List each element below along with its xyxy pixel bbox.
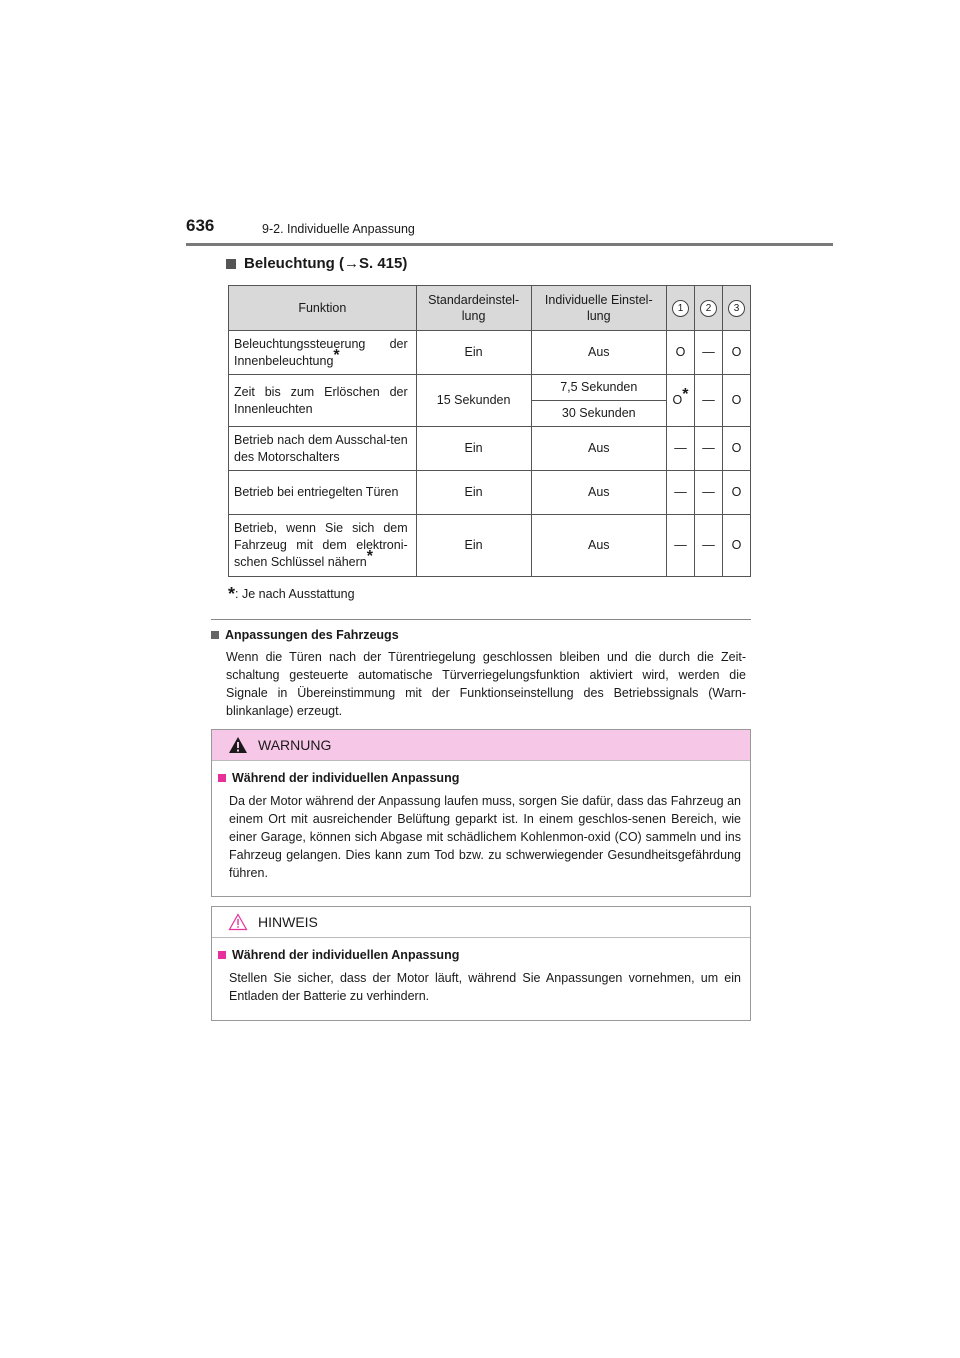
header-col-1	[667, 286, 695, 331]
page-number: 636	[186, 216, 215, 235]
notice-header	[212, 907, 750, 938]
cell-col-2: —	[695, 515, 723, 577]
notice-text: Stellen Sie sicher, dass der Motor läuft, während Sie Anpassungen vornehmen, um ein Entladen der Batterie zu verhindern.	[229, 971, 741, 1003]
cell-custom: Aus	[531, 331, 666, 375]
notice-box	[211, 906, 751, 1021]
warning-triangle-icon	[228, 736, 248, 754]
cell-custom: Aus	[531, 515, 666, 577]
cell-custom: Aus	[531, 427, 666, 471]
divider	[211, 619, 751, 620]
cell-col-3: O	[722, 471, 750, 515]
square-bullet-icon	[211, 631, 219, 639]
table-row	[229, 375, 751, 401]
warning-box	[211, 729, 751, 897]
cell-custom: Aus	[531, 471, 666, 515]
cell-function: Betrieb nach dem Ausschal-ten des Motorschalters	[229, 427, 417, 471]
info-title-text: Anpassungen des Fahrzeugs	[225, 628, 399, 642]
number-circle-icon: 2	[700, 300, 717, 317]
warning-header	[212, 730, 750, 761]
cell-col-3: O	[722, 515, 750, 577]
cell-default: Ein	[416, 331, 531, 375]
header-function: Funktion	[229, 286, 417, 331]
square-bullet-icon	[226, 259, 236, 269]
caution-outline-triangle-icon	[228, 913, 248, 931]
cell-col-2: —	[695, 427, 723, 471]
cell-default: 15 Sekunden	[416, 375, 531, 427]
cell-col-1: O*	[667, 375, 695, 427]
number-circle-icon: 3	[728, 300, 745, 317]
settings-table	[228, 285, 751, 577]
chapter-title: 9-2. Individuelle Anpassung	[262, 222, 415, 236]
header-custom: Individuelle Einstel-lung	[531, 286, 666, 331]
footnote-star: *	[228, 584, 236, 604]
warning-text: Da der Motor während der Anpassung laufen muss, sorgen Sie dafür, dass das Fahrzeug an einem Ort mit ausreichender Belüftung geparkt ist. In einem geschlos-senen Bereich, wie einer Garage, können sich Abgase mit schädlichem Kohlenmon-oxid (CO) sammeln und ins Fahrzeug gelangen. Dies kann zum Tod bzw. zu schwerwiegender Gesundheitsgefährdung führen.	[229, 794, 741, 880]
footnote	[228, 584, 355, 605]
table-row	[229, 331, 751, 375]
cell-col-1: —	[667, 427, 695, 471]
footnote-text: : Je nach Ausstattung	[235, 587, 355, 601]
section-title	[226, 255, 407, 272]
cell-function: Betrieb bei entriegelten Türen	[229, 471, 417, 515]
warning-subtitle: Während der individuellen Anpassung	[218, 771, 459, 785]
cell-col-2: —	[695, 331, 723, 375]
number-circle-icon: 1	[672, 300, 689, 317]
cell-col-1: —	[667, 471, 695, 515]
header-col-3	[722, 286, 750, 331]
cell-default: Ein	[416, 515, 531, 577]
warning-label: WARNUNG	[258, 737, 332, 753]
cell-custom: 7,5 Sekunden	[531, 375, 666, 401]
header-rule	[186, 243, 833, 246]
cell-function: Zeit bis zum Erlöschen der Innenleuchten	[229, 375, 417, 427]
square-bullet-icon	[218, 774, 226, 782]
cell-col-2: —	[695, 375, 723, 427]
cell-function: Beleuchtungssteuerung der Innenbeleuchtung*	[229, 331, 417, 375]
info-text: Wenn die Türen nach der Türentriegelung geschlossen bleiben und die durch die Zeit-schaltung gesteuerte automatische Türverriegelungsfunktion aktiviert wird, werden die Signale in Übereinstimmung mit der Funktionseinstellung des Betriebssignals (Warn-blinkanlage) erzeugt.	[226, 650, 746, 718]
header-default: Standardeinstel-lung	[416, 286, 531, 331]
cell-col-2: —	[695, 471, 723, 515]
table-row	[229, 471, 751, 515]
notice-label: HINWEIS	[258, 914, 318, 930]
section-title-text: Beleuchtung (→S. 415)	[244, 255, 408, 272]
header-col-2	[695, 286, 723, 331]
cell-col-3: O	[722, 427, 750, 471]
cell-custom: 30 Sekunden	[531, 401, 666, 427]
table-row	[229, 427, 751, 471]
cell-col-3: O	[722, 331, 750, 375]
cell-default: Ein	[416, 427, 531, 471]
cell-col-3: O	[722, 375, 750, 427]
cell-function: Betrieb, wenn Sie sich dem Fahrzeug mit dem elektroni-schen Schlüssel nähern*	[229, 515, 417, 577]
cell-default: Ein	[416, 471, 531, 515]
square-bullet-icon	[218, 951, 226, 959]
table-header-row	[229, 286, 751, 331]
info-title	[211, 628, 399, 642]
table-row	[229, 515, 751, 577]
cell-col-1: —	[667, 515, 695, 577]
notice-subtitle: Während der individuellen Anpassung	[218, 948, 459, 962]
cell-col-1: O	[667, 331, 695, 375]
